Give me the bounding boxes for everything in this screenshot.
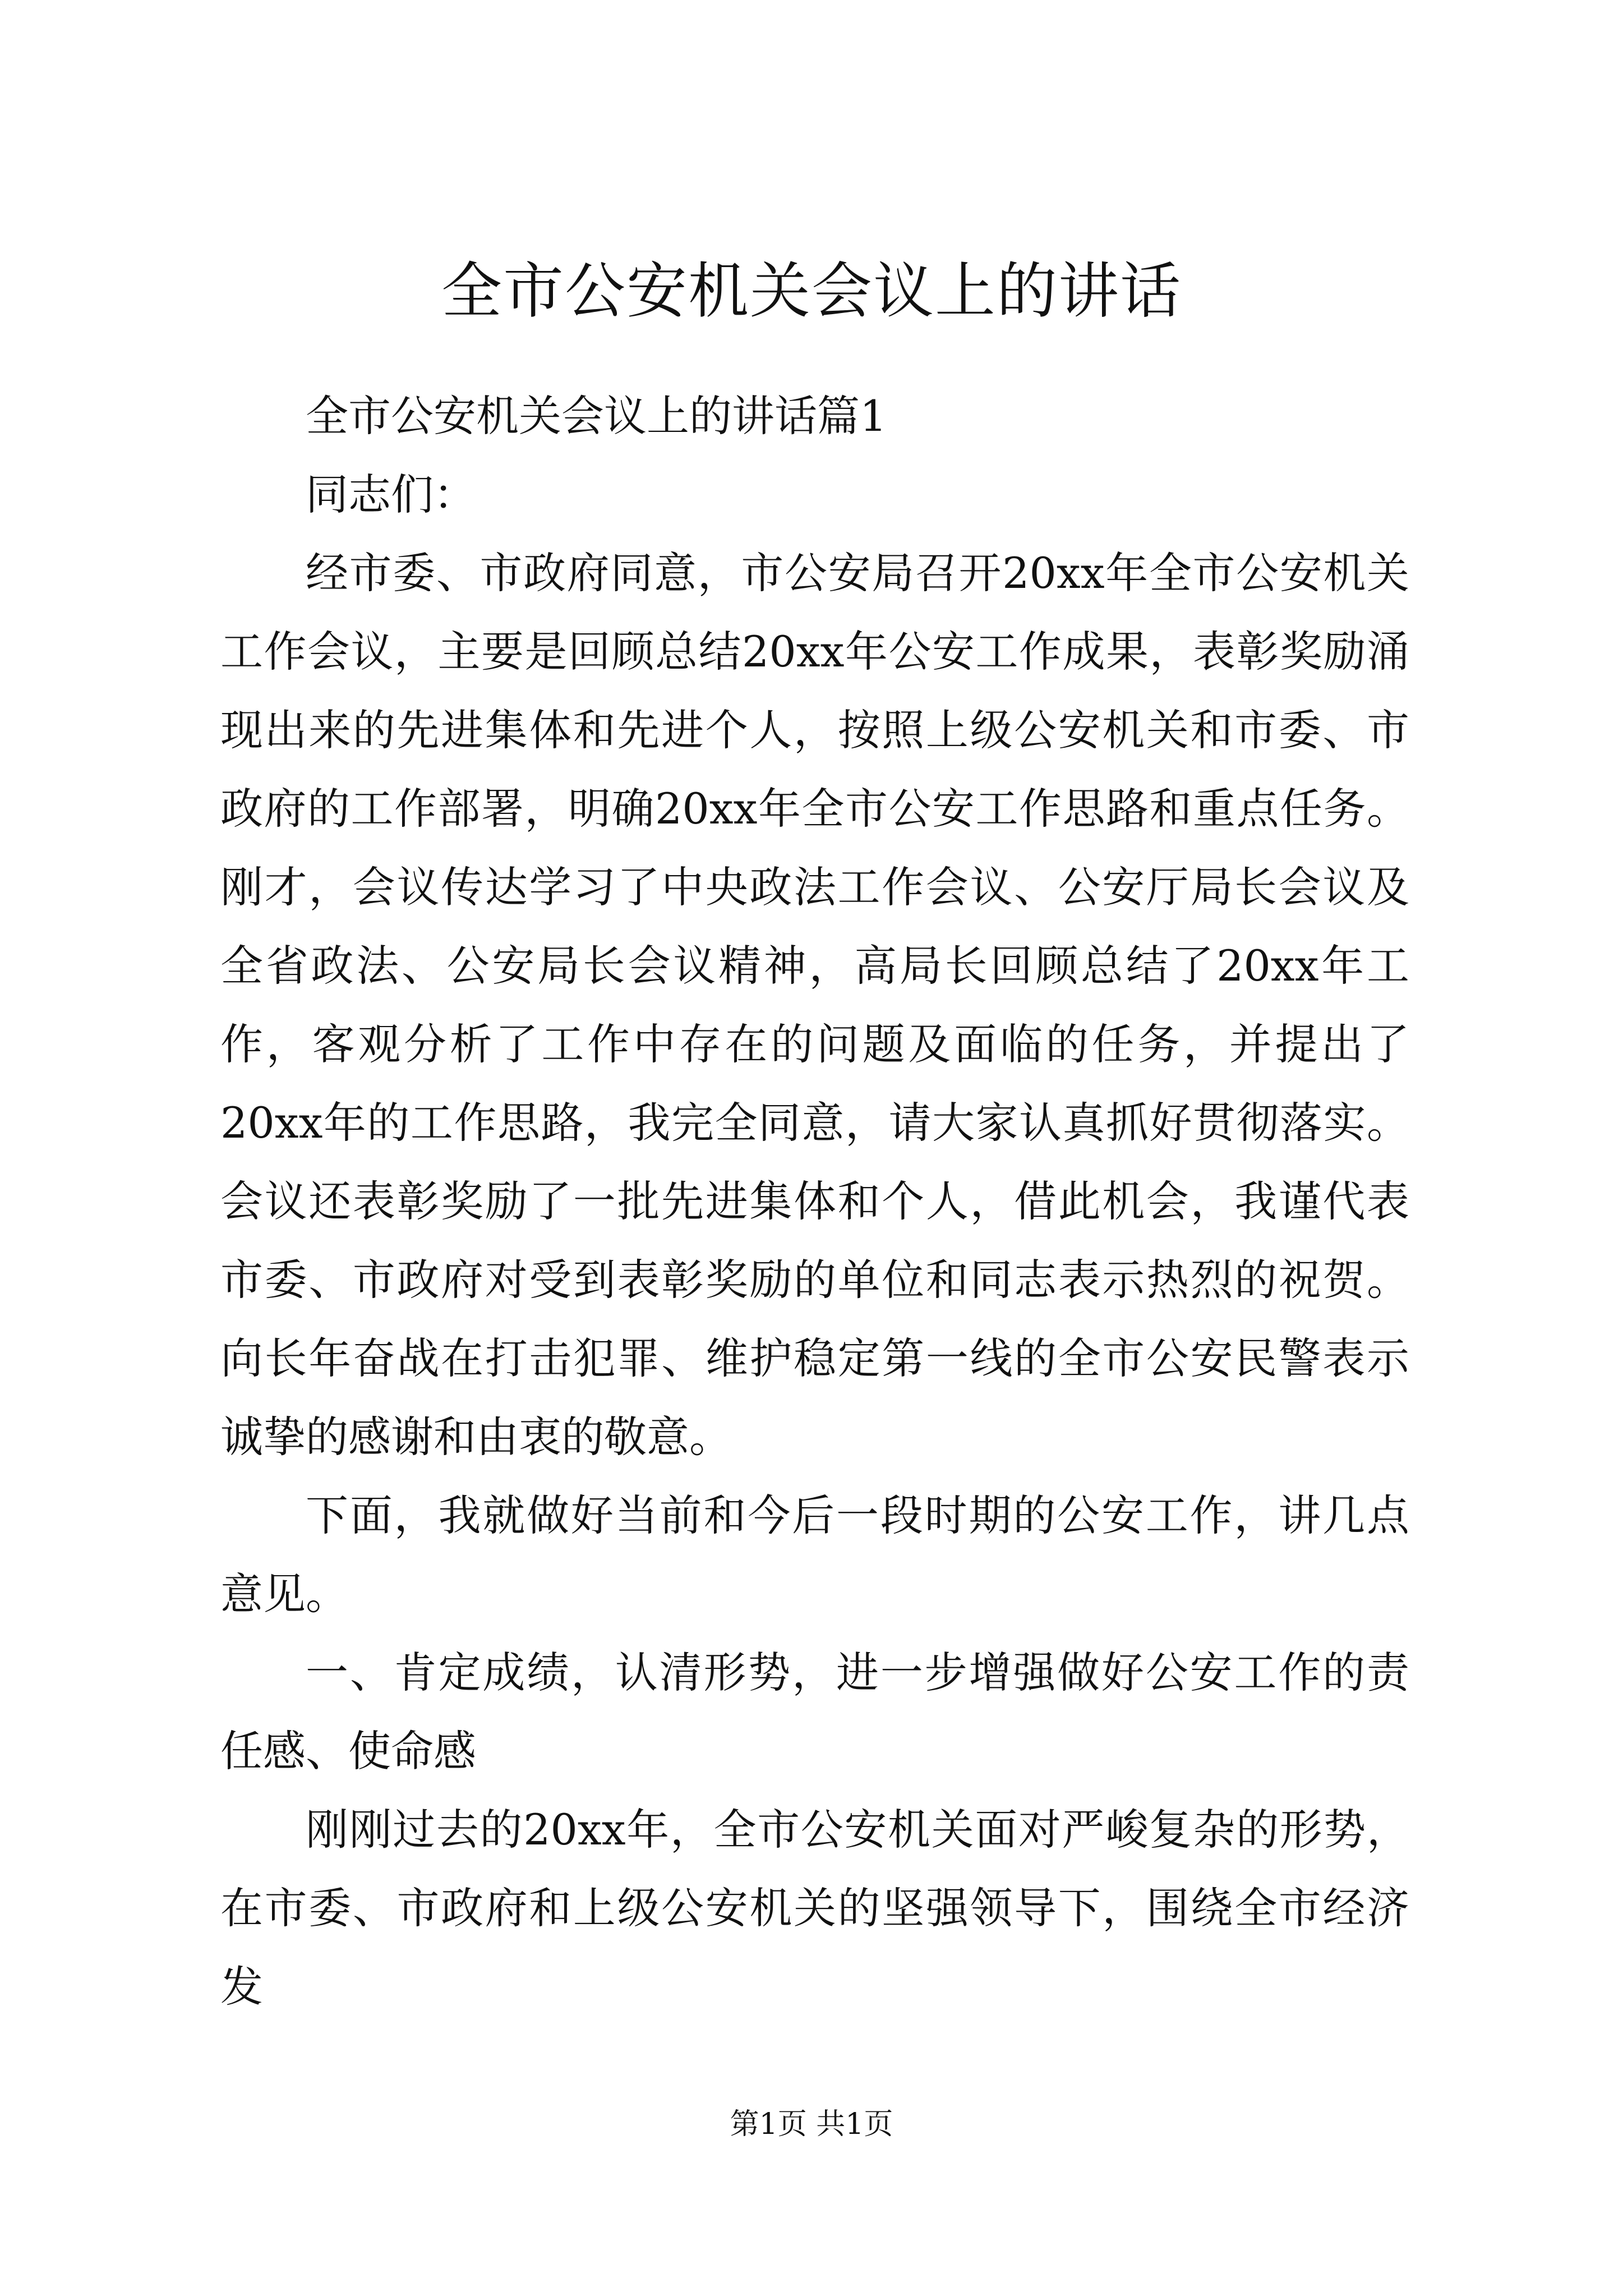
body-paragraph: 经市委、市政府同意，市公安局召开20xx年全市公安机关工作会议，主要是回顾总结20xx年公安工作成果，表彰奖励涌现出来的先进集体和先进个人，按照上级公安机关和市委、市政府的工作部署，明确20xx年全市公安工作思路和重点任务。刚才，会议传达学习了中央政法工作会议、公安厅局长会议及全省政法、公安局长会议精神，高局长回顾总结了20xx年工作，客观分析了工作中存在的问题及面临的任务，并提出了20xx年的工作思路，我完全同意，请大家认真抓好贯彻落实。会议还表彰奖励了一批先进集体和个人，借此机会，我谨代表市委、市政府对受到表彰奖励的单位和同志表示热烈的祝贺。向长年奋战在打击犯罪、维护稳定第一线的全市公安民警表示诚挚的感谢和由衷的敬意。: [220, 548, 1409, 1462]
body-paragraph: 刚刚过去的20xx年，全市公安机关面对严峻复杂的形势，在市委、市政府和上级公安机关的坚强领导下，围绕全市经济发: [220, 1805, 1409, 2012]
section-heading: 全市公安机关会议上的讲话篇1: [306, 391, 887, 441]
body-paragraph: 下面，我就做好当前和今后一段时期的公安工作，讲几点意见。: [220, 1490, 1409, 1619]
subsection-heading: 一、肯定成绩，认清形势，进一步增强做好公安工作的责任感、使命感: [220, 1648, 1409, 1776]
salutation: 同志们：: [306, 470, 476, 519]
document-title: 全市公安机关会议上的讲话: [441, 256, 1182, 326]
document-body: [220, 377, 1409, 2026]
page-footer: 第1页 共1页: [730, 2108, 893, 2141]
